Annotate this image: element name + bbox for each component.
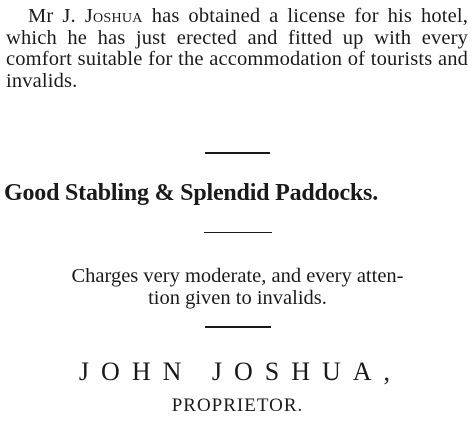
proprietor-title: PROPRIETOR. <box>171 395 304 416</box>
charges-line-2: tion given to invalids. <box>148 287 327 309</box>
stabling-headline: Good Stabling & Splendid Paddocks. <box>4 180 379 206</box>
intro-prefix: Mr J. <box>28 5 76 27</box>
charges-line-1: Charges very moderate, and every atten- <box>71 265 404 287</box>
charges-notice <box>0 265 475 309</box>
intro-surname: Joshua <box>84 5 143 27</box>
divider-rule-3 <box>205 326 271 328</box>
divider-rule-2 <box>204 232 272 233</box>
intro-paragraph <box>6 6 468 92</box>
proprietor-name: JOHN JOSHUA, <box>78 357 403 386</box>
divider-rule-1 <box>205 152 270 154</box>
intro-text: has obtained a license for his hotel, which he has just erected and fitted up with every comfort suitable for the accommodation of tourists and invalids. <box>6 5 468 92</box>
